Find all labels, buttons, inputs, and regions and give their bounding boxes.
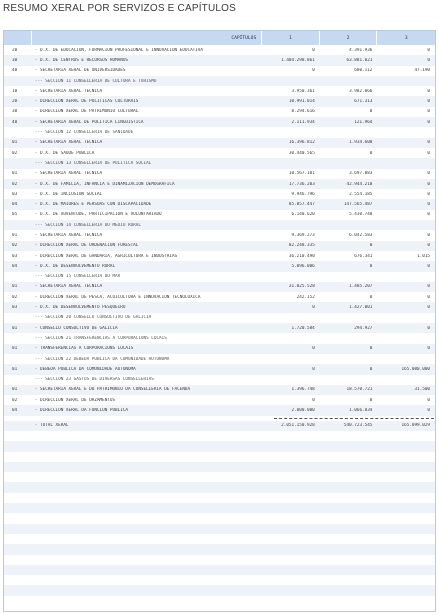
table-row bbox=[4, 86, 435, 96]
row-code: 40 bbox=[12, 68, 18, 74]
row-value-col-1: 17.736.203 bbox=[288, 181, 315, 187]
empty-row bbox=[4, 585, 435, 595]
row-code: 02 bbox=[12, 294, 18, 300]
row-description: - SECRETARÍA XERAL TÉCNICA bbox=[34, 232, 103, 238]
row-value-col-2: 6.042.583 bbox=[349, 232, 373, 238]
row-value-col-3: 0 bbox=[427, 99, 430, 105]
empty-row bbox=[4, 575, 435, 585]
row-value-col-3: 0 bbox=[427, 47, 430, 53]
row-value-col-2: 2.554.185 bbox=[349, 191, 373, 197]
row-value-col-3: 0 bbox=[427, 88, 430, 94]
page-title: RESUMO XERAL POR SERVIZOS E CAPÍTULOS bbox=[3, 3, 237, 14]
row-description: --- SECCIÓN 11 CONSELLERÍA DE CULTURA E TURISMO bbox=[34, 78, 157, 84]
row-value-col-3: 0 bbox=[427, 284, 430, 290]
header-col-1: 1 bbox=[262, 31, 320, 45]
empty-row bbox=[4, 482, 435, 492]
row-description: - SECRETARÍA XERAL TÉCNICA bbox=[34, 140, 103, 146]
row-value-col-3: 0 bbox=[427, 119, 430, 125]
header-code-cell bbox=[4, 31, 32, 45]
row-value-col-1: 85.857.447 bbox=[288, 202, 315, 208]
table-header bbox=[4, 31, 435, 45]
row-value-col-1: 2.000.000 bbox=[291, 408, 315, 414]
row-description: - SECRETARÍA XERAL DE POLÍTICA LINGÜÍSTICA bbox=[34, 119, 144, 125]
total-label: - TOTAL XERAL bbox=[34, 423, 69, 429]
row-code: 02 bbox=[12, 243, 18, 249]
row-code: 20 bbox=[12, 99, 18, 105]
table-row bbox=[4, 261, 435, 271]
table-row bbox=[4, 189, 435, 199]
row-code: 40 bbox=[12, 119, 18, 125]
row-code: 03 bbox=[12, 305, 18, 311]
section-heading-row bbox=[4, 76, 435, 86]
row-value-col-1: 5.096.006 bbox=[291, 263, 315, 269]
row-value-col-1: 0 bbox=[312, 397, 315, 403]
table-row bbox=[4, 364, 435, 374]
table-row bbox=[4, 230, 435, 240]
row-description: - D.X. DE FAMILIA, INFANCIA E DINAMIZACIÓN DEMOGRÁFICA bbox=[34, 181, 175, 187]
row-value-col-1: 1.720.584 bbox=[291, 325, 315, 331]
row-code: 03 bbox=[12, 191, 18, 197]
row-code: 04 bbox=[12, 202, 18, 208]
row-description: - DIRECCIÓN XERAL DE POLÍTICAS CULTURAIS bbox=[34, 99, 139, 105]
row-code: 01 bbox=[12, 284, 18, 290]
table-row bbox=[4, 45, 435, 55]
header-col-2: 2 bbox=[320, 31, 378, 45]
row-value-col-3: 0 bbox=[427, 325, 430, 331]
row-value-col-2: 18.570.721 bbox=[346, 387, 373, 393]
table-row bbox=[4, 210, 435, 220]
row-value-col-3: 0 bbox=[427, 202, 430, 208]
row-description: - D.X. DE MAIORES E PERSOAS CON DISCAPACIDADE bbox=[34, 202, 152, 208]
row-value-col-2: 5.430.740 bbox=[349, 212, 373, 218]
row-description: - DIRECCIÓN XERAL DA FUNCIÓN PÚBLICA bbox=[34, 408, 128, 414]
row-code: 02 bbox=[12, 397, 18, 403]
row-description: --- SECCIÓN 23 GASTOS DE DIVERSAS CONSELLERÍAS bbox=[34, 377, 154, 383]
row-value-col-3: 0 bbox=[427, 397, 430, 403]
row-value-col-1: 9.369.273 bbox=[291, 232, 315, 238]
table-row bbox=[4, 66, 435, 76]
row-value-col-1: 0 bbox=[312, 346, 315, 352]
row-value-col-2: 676.341 bbox=[354, 253, 373, 259]
row-value-col-1: 16.396.812 bbox=[288, 140, 315, 146]
row-description: - D.X. DE DESENVOLVEMENTO PESQUEIRO bbox=[34, 305, 126, 311]
table-row bbox=[4, 282, 435, 292]
row-value-col-1: 30.440.565 bbox=[288, 150, 315, 156]
row-description: - D.X. DE SAÚDE PÚBLICA bbox=[34, 150, 95, 156]
section-heading-row bbox=[4, 220, 435, 230]
row-value-col-3: 0 bbox=[427, 212, 430, 218]
row-value-col-2: 680.112 bbox=[354, 68, 373, 74]
row-code: 01 bbox=[12, 232, 18, 238]
row-description: - D.X. DE CENTROS E RECURSOS HUMANOS bbox=[34, 57, 128, 63]
row-value-col-1: 36.210.490 bbox=[288, 253, 315, 259]
table-row bbox=[4, 148, 435, 158]
row-value-col-2: 1.485.207 bbox=[349, 284, 373, 290]
row-description: - CONSELLO CONSULTIVO DE GALICIA bbox=[34, 325, 118, 331]
row-value-col-1: 0 bbox=[312, 47, 315, 53]
total-col-1: 2.051.150.920 bbox=[281, 423, 315, 429]
section-heading-row bbox=[4, 313, 435, 323]
row-value-col-3: 47.190 bbox=[414, 68, 430, 74]
row-description: - SECRETARÍA XERAL TÉCNICA bbox=[34, 171, 103, 177]
empty-row bbox=[4, 513, 435, 523]
row-description: --- SECCIÓN 14 CONSELLERÍA DO MEDIO RURAL bbox=[34, 222, 141, 228]
row-code: 04 bbox=[12, 263, 18, 269]
row-description: - D.X. DE XUVENTUDE, PARTICIPACIÓN E VOLUNTARIADO bbox=[34, 212, 162, 218]
row-value-col-3: 0 bbox=[427, 305, 430, 311]
table-row bbox=[4, 107, 435, 117]
total-col-3: 165.099.029 bbox=[401, 423, 430, 429]
row-value-col-3: 0 bbox=[427, 171, 430, 177]
row-value-col-2: 0 bbox=[369, 397, 373, 403]
row-code: 30 bbox=[12, 109, 18, 115]
table-row bbox=[4, 241, 435, 251]
row-value-col-1: 10.567.101 bbox=[288, 171, 315, 177]
row-description: --- SECCIÓN 21 TRANSFERENCIAS A CORPORACIÓNS LOCAIS bbox=[34, 335, 167, 341]
row-value-col-2: 0 bbox=[369, 263, 373, 269]
row-description: - SECRETARÍA XERAL TÉCNICA bbox=[34, 88, 103, 94]
row-code: 01 bbox=[12, 346, 18, 352]
empty-row bbox=[4, 472, 435, 482]
row-value-col-3: 0 bbox=[427, 140, 430, 146]
table-row bbox=[4, 395, 435, 405]
row-value-col-2: 1.934.600 bbox=[349, 140, 373, 146]
section-heading-row bbox=[4, 127, 435, 137]
row-value-col-3: 0 bbox=[427, 150, 430, 156]
section-heading-row bbox=[4, 354, 435, 364]
row-value-col-1: 0 bbox=[312, 68, 315, 74]
row-code: 01 bbox=[12, 140, 18, 146]
empty-row bbox=[4, 441, 435, 451]
row-value-col-2: 147.565.487 bbox=[343, 202, 373, 208]
row-description: - D.X. DE INCLUSIÓN SOCIAL bbox=[34, 191, 103, 197]
row-value-col-3: 0 bbox=[427, 181, 430, 187]
empty-row bbox=[4, 503, 435, 513]
row-description: - D.X. DE EDUCACIÓN, FORMACIÓN PROFESIONAL E INNOVACIÓN EDUCATIVA bbox=[34, 47, 204, 53]
table-row bbox=[4, 199, 435, 209]
empty-row bbox=[4, 555, 435, 565]
table-row bbox=[4, 292, 435, 302]
row-value-col-2: 1.427.001 bbox=[349, 305, 373, 311]
row-description: - D.X. DE DESENVOLVEMENTO RURAL bbox=[34, 263, 116, 269]
row-code: 02 bbox=[12, 181, 18, 187]
row-value-col-1: 9.946.796 bbox=[291, 191, 315, 197]
row-code: 20 bbox=[12, 47, 18, 53]
table-row bbox=[4, 55, 435, 65]
row-code: 10 bbox=[12, 88, 18, 94]
total-col-2: 540.723.545 bbox=[343, 423, 373, 429]
row-value-col-3: 0 bbox=[427, 243, 430, 249]
empty-row bbox=[4, 493, 435, 503]
table-row bbox=[4, 385, 435, 395]
empty-row bbox=[4, 462, 435, 472]
row-value-col-1: 31.025.528 bbox=[288, 284, 315, 290]
row-value-col-1: 242.152 bbox=[296, 294, 315, 300]
row-code: 01 bbox=[12, 171, 18, 177]
row-code: 04 bbox=[12, 408, 18, 414]
row-value-col-2: 0 bbox=[369, 366, 373, 372]
table-row bbox=[4, 179, 435, 189]
sum-dashed-line bbox=[274, 418, 434, 421]
row-value-col-2: 0 bbox=[369, 150, 373, 156]
row-description: --- SECCIÓN 20 CONSELLO CONSULTIVO DE GALICIA bbox=[34, 315, 152, 321]
row-value-col-2: 0 bbox=[369, 109, 373, 115]
empty-row bbox=[4, 544, 435, 554]
row-description: --- SECCIÓN 22 DÉBEDA PÚBLICA DA COMUNIDADE AUTÓNOMA bbox=[34, 356, 170, 362]
row-value-col-2: 0 bbox=[369, 294, 373, 300]
row-description: - SECRETARÍA XERAL TÉCNICA bbox=[34, 284, 103, 290]
table-row bbox=[4, 302, 435, 312]
row-description: - DIRECCIÓN XERAL DE PATRIMONIO CULTURAL bbox=[34, 109, 139, 115]
empty-row bbox=[4, 431, 435, 441]
row-value-col-2: 121.964 bbox=[354, 119, 373, 125]
row-value-col-2: 3.697.883 bbox=[349, 171, 373, 177]
row-value-col-3: 0 bbox=[427, 346, 430, 352]
row-value-col-1: 1.404.298.861 bbox=[281, 57, 315, 63]
row-value-col-1: 6.140.620 bbox=[291, 212, 315, 218]
row-description: --- SECCIÓN 13 CONSELLERÍA DE POLÍTICA SOCIAL bbox=[34, 160, 152, 166]
row-description: - DIRECCIÓN XERAL DE GANDARÍA, AGRICULTURA E INDUSTRIAS bbox=[34, 253, 178, 259]
row-description: --- SECCIÓN 15 CONSELLERÍA DO MAR bbox=[34, 274, 121, 280]
row-value-col-3: 0 bbox=[427, 263, 430, 269]
row-description: - TRANSFERENCIAS A CORPORACIÓNS LOCAIS bbox=[34, 346, 134, 352]
row-value-col-3: 165.000.000 bbox=[401, 366, 430, 372]
summary-table bbox=[3, 30, 436, 612]
row-code: 01 bbox=[12, 366, 18, 372]
row-value-col-2: 671.313 bbox=[354, 99, 373, 105]
row-value-col-2: 0 bbox=[369, 243, 373, 249]
row-code: 01 bbox=[12, 387, 18, 393]
row-description: - SECRETARÍA XERAL E DO PATRIMONIO DA CONSELLERÍA DE FACENDA bbox=[34, 387, 191, 393]
row-code: 02 bbox=[12, 150, 18, 156]
table-row bbox=[4, 96, 435, 106]
row-value-col-1: 0 bbox=[312, 366, 315, 372]
row-value-col-1: 3.950.361 bbox=[291, 88, 315, 94]
header-col-3: 3 bbox=[404, 35, 408, 41]
row-value-col-2: 3.982.066 bbox=[349, 88, 373, 94]
row-value-col-2: 63.881.021 bbox=[346, 57, 373, 63]
table-row bbox=[4, 138, 435, 148]
row-value-col-1: 2.111.934 bbox=[291, 119, 315, 125]
row-description: - DIRECCIÓN XERAL DE PESCA, ACUICULTURA E INNOVACIÓN TECNOLÓXICA bbox=[34, 294, 201, 300]
empty-row bbox=[4, 524, 435, 534]
row-value-col-3: 1.015 bbox=[417, 253, 430, 259]
section-heading-row bbox=[4, 375, 435, 385]
row-value-col-3: 0 bbox=[427, 57, 430, 63]
table-body bbox=[4, 45, 435, 596]
row-value-col-3: 0 bbox=[427, 408, 430, 414]
row-code: 01 bbox=[12, 325, 18, 331]
table-row bbox=[4, 344, 435, 354]
empty-row bbox=[4, 452, 435, 462]
table-row bbox=[4, 251, 435, 261]
section-heading-row bbox=[4, 272, 435, 282]
row-code: 05 bbox=[12, 212, 18, 218]
section-heading-row bbox=[4, 333, 435, 343]
row-value-col-3: 0 bbox=[427, 109, 430, 115]
row-description: --- SECCIÓN 12 CONSELLERÍA DE SANIDADE bbox=[34, 130, 134, 136]
row-value-col-2: 1.066.834 bbox=[349, 408, 373, 414]
section-heading-row bbox=[4, 158, 435, 168]
header-capitulos: CAPÍTULOS bbox=[32, 31, 262, 45]
row-value-col-3: 31.500 bbox=[414, 387, 430, 393]
row-value-col-3: 0 bbox=[427, 294, 430, 300]
empty-row bbox=[4, 534, 435, 544]
row-value-col-3: 0 bbox=[427, 191, 430, 197]
row-code: 03 bbox=[12, 253, 18, 259]
total-row bbox=[4, 421, 435, 431]
row-description: - SECRETARÍA XERAL DE UNIVERSIDADES bbox=[34, 68, 126, 74]
row-description: - DIRECCIÓN XERAL DE ORDENACIÓN FORESTAL bbox=[34, 243, 139, 249]
row-value-col-2: 294.927 bbox=[354, 325, 373, 331]
row-value-col-1: 1.396.748 bbox=[291, 387, 315, 393]
row-value-col-3: 0 bbox=[427, 232, 430, 238]
row-value-col-1: 0 bbox=[312, 305, 315, 311]
row-code: 30 bbox=[12, 57, 18, 63]
empty-row bbox=[4, 565, 435, 575]
table-row bbox=[4, 169, 435, 179]
table-row bbox=[4, 405, 435, 415]
row-value-col-1: 82.248.335 bbox=[288, 243, 315, 249]
row-value-col-1: 10.991.014 bbox=[288, 99, 315, 105]
table-row bbox=[4, 117, 435, 127]
row-description: - DIRECCIÓN XERAL DE ORZAMENTOS bbox=[34, 397, 116, 403]
row-value-col-2: 4.391.936 bbox=[349, 47, 373, 53]
row-value-col-1: 8.294.616 bbox=[291, 109, 315, 115]
row-value-col-2: 42.944.210 bbox=[346, 181, 373, 187]
table-row bbox=[4, 323, 435, 333]
row-description: - DÉBEDA PÚBLICA DA COMUNIDADE AUTÓNOMA bbox=[34, 366, 136, 372]
row-value-col-2: 0 bbox=[369, 346, 373, 352]
